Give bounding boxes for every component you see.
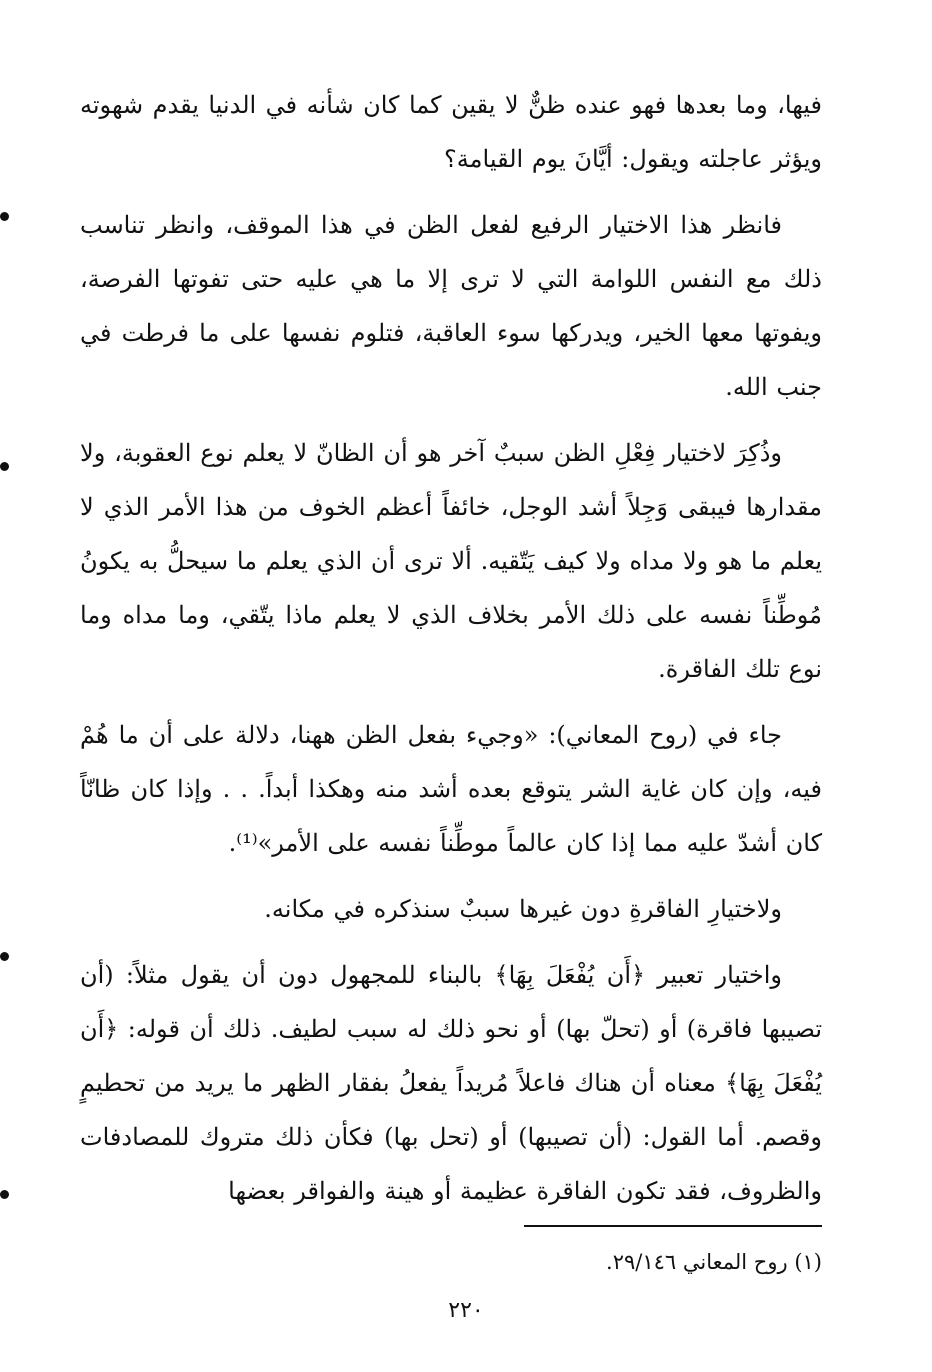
scan-edge-mark <box>0 1190 9 1199</box>
paragraph-2: فانظر هذا الاختيار الرفيع لفعل الظن في هذا الموقف، وانظر تناسب ذلك مع النفس اللوامة التي لا ترى إلا ما هي عليه حتى تفوتها الفرصة، ويفوتها معها الخير، ويدركها سوء العاقبة، فتلوم نفسها على ما فرطت في جنب الله. <box>80 211 822 401</box>
paragraph-5: ولاختيارِ الفاقرةِ دون غيرها سببٌ سنذكره في مكانه. <box>264 895 782 923</box>
footnote-separator <box>524 1225 822 1227</box>
page-number: ٢٢٠ <box>448 1298 484 1323</box>
paragraph-4: جاء في (روح المعاني): «وجيء بفعل الظن ههنا، دلالة على أن ما هُمْ فيه، وإن كان غاية الشر يتوقع بعده أشد منه وهكذا أبداً. . . وإذا كان ظانّاً كان أشدّ عليه مما إذا كان عالماً موطِّناً نفسه على الأمر»⁽¹⁾. <box>80 721 822 857</box>
paragraph-1: فيها، وما بعدها فهو عنده ظنٌّ لا يقين كما كان شأنه في الدنيا يقدم شهوته ويؤثر عاجلته ويقول: أيَّانَ يوم القيامة؟ <box>80 91 822 173</box>
scan-edge-mark <box>0 462 9 471</box>
scan-edge-mark <box>0 952 9 961</box>
page-body <box>80 78 822 1230</box>
footnote: (١) روح المعاني ٢٩/١٤٦. <box>606 1250 822 1274</box>
scan-edge-mark <box>0 212 9 221</box>
paragraph-3: وذُكِرَ لاختيار فِعْلِ الظن سببٌ آخر هو أن الظانّ لا يعلم نوع العقوبة، ولا مقدارها فيبقى وَجِلاً أشد الوجل، خائفاً أعظم الخوف من هذا الأمر الذي لا يعلم ما هو ولا مداه ولا كيف يَتّقيه. ألا ترى أن الذي يعلم ما سيحلُّ به يكونُ مُوطِّناً نفسه على ذلك الأمر بخلاف الذي لا يعلم ماذا يتّقي، وما مداه وما نوع تلك الفاقرة. <box>80 439 822 683</box>
paragraph-6: واختيار تعبير ﴿أَن يُفْعَلَ بِهَا﴾ بالبناء للمجهول دون أن يقول مثلاً: (أن تصيبها فاقرة) أو (تحلّ بها) أو نحو ذلك له سبب لطيف. ذلك أن قوله: ﴿أَن يُفْعَلَ بِهَا﴾ معناه أن هناك فاعلاً مُريداً يفعلُ بفقار الظهر ما يريد من تحطيمٍ وقصم. أما القول: (أن تصيبها) أو (تحل بها) فكأن ذلك متروك للمصادفات والظروف، فقد تكون الفاقرة عظيمة أو هينة والفواقر بعضها <box>80 961 822 1205</box>
